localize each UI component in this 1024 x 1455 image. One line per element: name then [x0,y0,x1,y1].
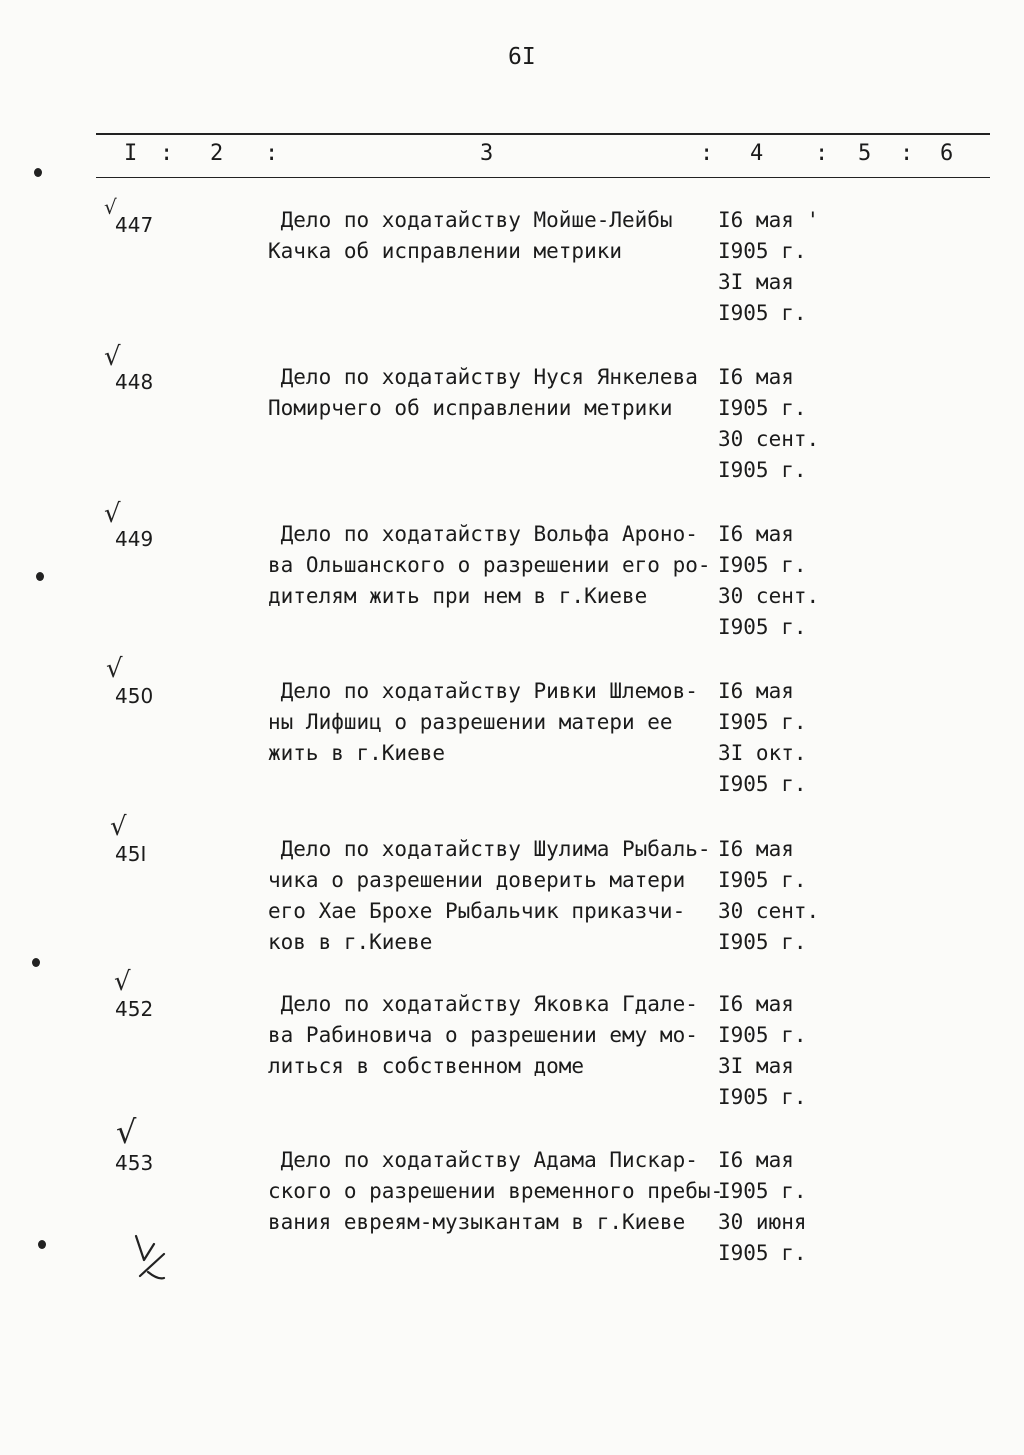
record-number: 45I [115,842,147,866]
checkmark: √ [116,1113,137,1151]
record-number: 449 [115,527,154,551]
header-col-2: 2 [210,141,224,166]
record-description: Дело по ходатайству Нуся Янкелева Помирчего об исправлении метрики [268,365,698,420]
header-col-5: 5 [858,141,872,166]
checkmark: √ [114,967,131,997]
record-dates: I6 мая I905 г. 3I окт. I905 г. [718,679,807,796]
record-dates: I6 мая I905 г. 30 сент. I905 г. [718,365,820,482]
header-separator: : [160,141,174,166]
record-dates: I6 мая I905 г. 30 сент. I905 г. [718,837,820,954]
page-number: 6I [508,44,536,70]
record-description: Дело по ходатайству Ривки Шлемов- ны Лифшиц о разрешении матери ее жить в г.Киеве [268,679,698,765]
binder-dot [38,1240,46,1249]
record-row [0,654,1024,826]
header-top-rule [96,133,990,135]
record-dates: I6 мая ' I905 г. 3I мая I905 г. [718,208,820,325]
record-dates: I6 мая I905 г. 30 июня I905 г. [718,1148,807,1265]
record-row [0,967,1024,1139]
binder-dot [36,572,44,581]
header-separator: : [815,141,829,166]
record-description: Дело по ходатайству Вольфа Ароно- ва Ольшанского о разрешении его ро- дителям жить при нем в г.Киеве [268,522,711,608]
record-dates: I6 мая I905 г. 30 сент. I905 г. [718,522,820,639]
checkmark: √ [104,195,117,219]
record-dates: I6 мая I905 г. 3I мая I905 г. [718,992,807,1109]
record-row [0,195,1024,355]
handwritten-mark-icon [130,1232,170,1282]
header-col-4: 4 [750,141,764,166]
header-bottom-rule [96,177,990,178]
binder-dot [32,958,40,967]
record-row [0,342,1024,512]
record-row [0,499,1024,669]
checkmark: √ [106,654,123,684]
record-description: Дело по ходатайству Шулима Рыбаль- чика о разрешении доверить матери его Хае Брохе Рыбальчик приказчи- ков в г.Киеве [268,837,711,954]
checkmark: √ [110,812,127,842]
header-col-6: 6 [940,141,954,166]
checkmark: √ [104,342,121,372]
record-description: Дело по ходатайству Мойше-Лейбы Качка об исправлении метрики [268,208,673,263]
record-description: Дело по ходатайству Яковка Гдале- ва Рабиновича о разрешении ему мо- литься в собственном доме [268,992,698,1078]
column-header-row [0,141,1024,171]
record-description: Дело по ходатайству Адама Пискар- ского о разрешении временного пребы- вания евреям-музыкантам в г.Киеве [268,1148,724,1234]
record-number: 453 [115,1151,154,1175]
header-col-1: I [124,141,138,166]
record-number: 450 [115,684,154,708]
binder-dot [34,168,42,177]
record-row [0,812,1024,984]
checkmark: √ [104,499,121,529]
record-number: 448 [115,370,154,394]
header-separator: : [700,141,714,166]
record-number: 447 [115,213,154,237]
header-separator: : [900,141,914,166]
header-separator: : [265,141,279,166]
header-col-3: 3 [480,141,494,166]
record-number: 452 [115,997,154,1021]
